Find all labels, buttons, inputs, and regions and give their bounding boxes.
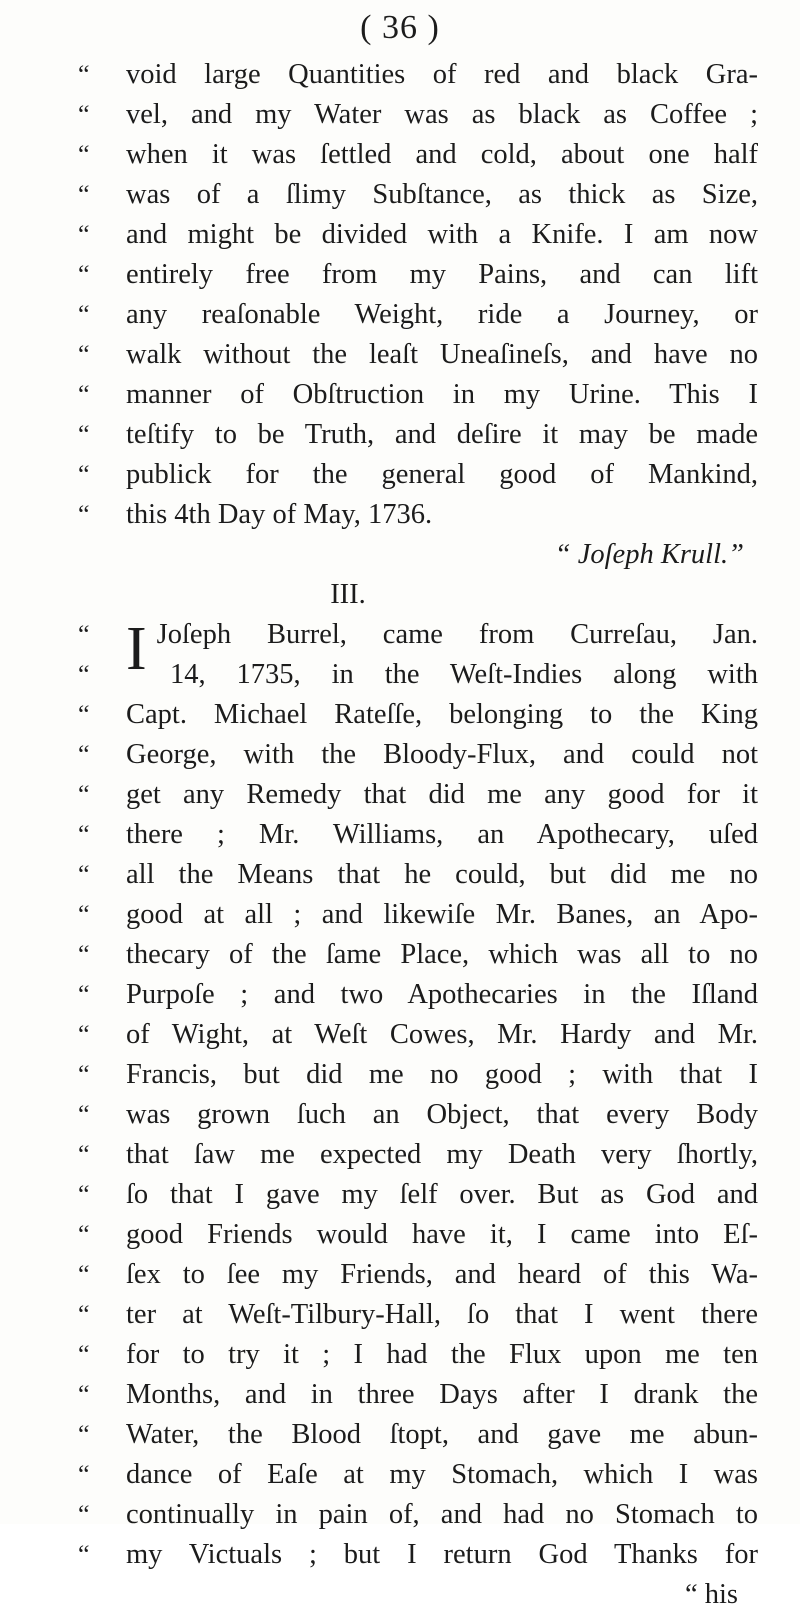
quote-mark: “ [78,860,90,889]
line-text: thecary of the ſame Place, which was all to no [126,939,758,970]
text-line [78,335,758,375]
section-heading-line [78,575,758,615]
text-line [78,175,758,215]
quote-mark: “ [78,1020,90,1049]
line-text: manner of Obſtruction in my Urine. This I [126,379,758,410]
line-text: George, with the Bloody-Flux, and could not [126,739,758,770]
catchword: “ his [684,1579,738,1610]
quote-mark: “ [78,420,90,449]
line-text: get any Remedy that did me any good for it [126,779,758,810]
quote-mark: “ [78,1100,90,1129]
text-line [78,895,758,935]
quote-mark: “ [78,660,90,689]
text-body [78,55,758,1615]
quote-mark: “ [78,180,90,209]
line-text: good at all ; and likewiſe Mr. Banes, an Apo- [126,899,758,930]
text-line [78,1335,758,1375]
line-text: dance of Eaſe at my Stomach, which I was [126,1459,758,1490]
line-text: any reaſonable Weight, ride a Journey, or [126,299,758,330]
drop-cap: I [126,615,147,683]
line-text: was grown ſuch an Object, that every Body [126,1099,758,1130]
text-line [78,255,758,295]
text-line [78,855,758,895]
quote-mark: “ [78,1340,90,1369]
line-text: Months, and in three Days after I drank the [126,1379,758,1410]
quote-mark: “ [78,1540,90,1569]
line-text: entirely free from my Pains, and can lift [126,259,758,290]
quote-mark: “ [78,1220,90,1249]
text-line [78,1375,758,1415]
quote-mark: “ [78,460,90,489]
quote-mark: “ [78,380,90,409]
quote-mark: “ [78,940,90,969]
text-line [78,455,758,495]
text-line [78,1495,758,1535]
text-line [78,1135,758,1175]
line-text: and might be divided with a Knife. I am now [126,219,758,250]
text-line [78,975,758,1015]
text-line [78,215,758,255]
text-line [78,375,758,415]
quote-mark: “ [78,1140,90,1169]
quote-mark: “ [78,700,90,729]
quote-mark: “ [78,1500,90,1529]
quote-mark: “ [78,1460,90,1489]
text-line [78,1215,758,1255]
line-text: all the Means that he could, but did me no [126,859,758,890]
text-line [78,1455,758,1495]
line-text: vel, and my Water was as black as Coffee ; [126,99,758,130]
line-text: ſo that I gave my ſelf over. But as God and [126,1179,758,1210]
line-text: continually in pain of, and had no Stomach to [126,1499,758,1530]
signature: “ Joſeph Krull.” [554,539,744,570]
signature-line [78,535,758,575]
quote-mark: “ [78,140,90,169]
text-line [78,735,758,775]
line-text: Joſeph Burrel, came from Curreſau, Jan. [156,619,758,650]
text-line [78,655,758,695]
text-line [78,415,758,455]
line-text: good Friends would have it, I came into Eſ- [126,1219,758,1250]
text-line [78,1015,758,1055]
text-line [78,935,758,975]
text-line [78,815,758,855]
line-text: that ſaw me expected my Death very ſhortly, [126,1139,758,1170]
text-line [78,1415,758,1455]
text-line [78,1535,758,1575]
line-text: was of a ſlimy Subſtance, as thick as Size, [126,179,758,210]
section-heading: III. [330,579,366,610]
text-line [78,95,758,135]
text-line [78,1295,758,1335]
quote-mark: “ [78,780,90,809]
line-text: teſtify to be Truth, and deſire it may be made [126,419,758,450]
text-line [78,135,758,175]
line-text: when it was ſettled and cold, about one half [126,139,758,170]
catchword-line [78,1575,758,1615]
text-line [78,55,758,95]
line-text: Purpoſe ; and two Apothecaries in the Iſland [126,979,758,1010]
quote-mark: “ [78,740,90,769]
quote-mark: “ [78,340,90,369]
line-text: for to try it ; I had the Flux upon me ten [126,1339,758,1370]
line-text: Francis, but did me no good ; with that I [126,1059,758,1090]
line-text: ſex to ſee my Friends, and heard of this Wa- [126,1259,758,1290]
quote-mark: “ [78,220,90,249]
quote-mark: “ [78,1260,90,1289]
quote-mark: “ [78,620,90,649]
quote-mark: “ [78,1300,90,1329]
line-text: publick for the general good of Mankind, [126,459,758,490]
quote-mark: “ [78,260,90,289]
quote-mark: “ [78,100,90,129]
line-text: my Victuals ; but I return God Thanks for [126,1539,758,1570]
quote-mark: “ [78,60,90,89]
quote-mark: “ [78,980,90,1009]
line-text: walk without the leaſt Uneaſineſs, and have no [126,339,758,370]
text-line [78,1175,758,1215]
text-line [78,295,758,335]
page-number: ( 36 ) [360,9,440,46]
text-line [78,1095,758,1135]
text-line [78,495,758,535]
quote-mark: “ [78,500,90,529]
line-text: Water, the Blood ſtopt, and gave me abun- [126,1419,758,1450]
line-text: this 4th Day of May, 1736. [126,499,433,530]
quote-mark: “ [78,900,90,929]
quote-mark: “ [78,1380,90,1409]
text-line [78,775,758,815]
line-text: 14, 1735, in the Weſt-Indies along with [170,659,758,690]
text-line [78,1055,758,1095]
line-text: ter at Weſt-Tilbury-Hall, ſo that I went there [126,1299,758,1330]
quote-mark: “ [78,1420,90,1449]
text-line [78,1255,758,1295]
line-text: void large Quantities of red and black Gra- [126,59,758,90]
text-line [78,695,758,735]
line-text: there ; Mr. Williams, an Apothecary, uſed [126,819,758,850]
quote-mark: “ [78,1180,90,1209]
quote-mark: “ [78,1060,90,1089]
quote-mark: “ [78,300,90,329]
line-text: of Wight, at Weſt Cowes, Mr. Hardy and Mr. [126,1019,758,1050]
line-text: Capt. Michael Rateſſe, belonging to the King [126,699,758,730]
quote-mark: “ [78,820,90,849]
